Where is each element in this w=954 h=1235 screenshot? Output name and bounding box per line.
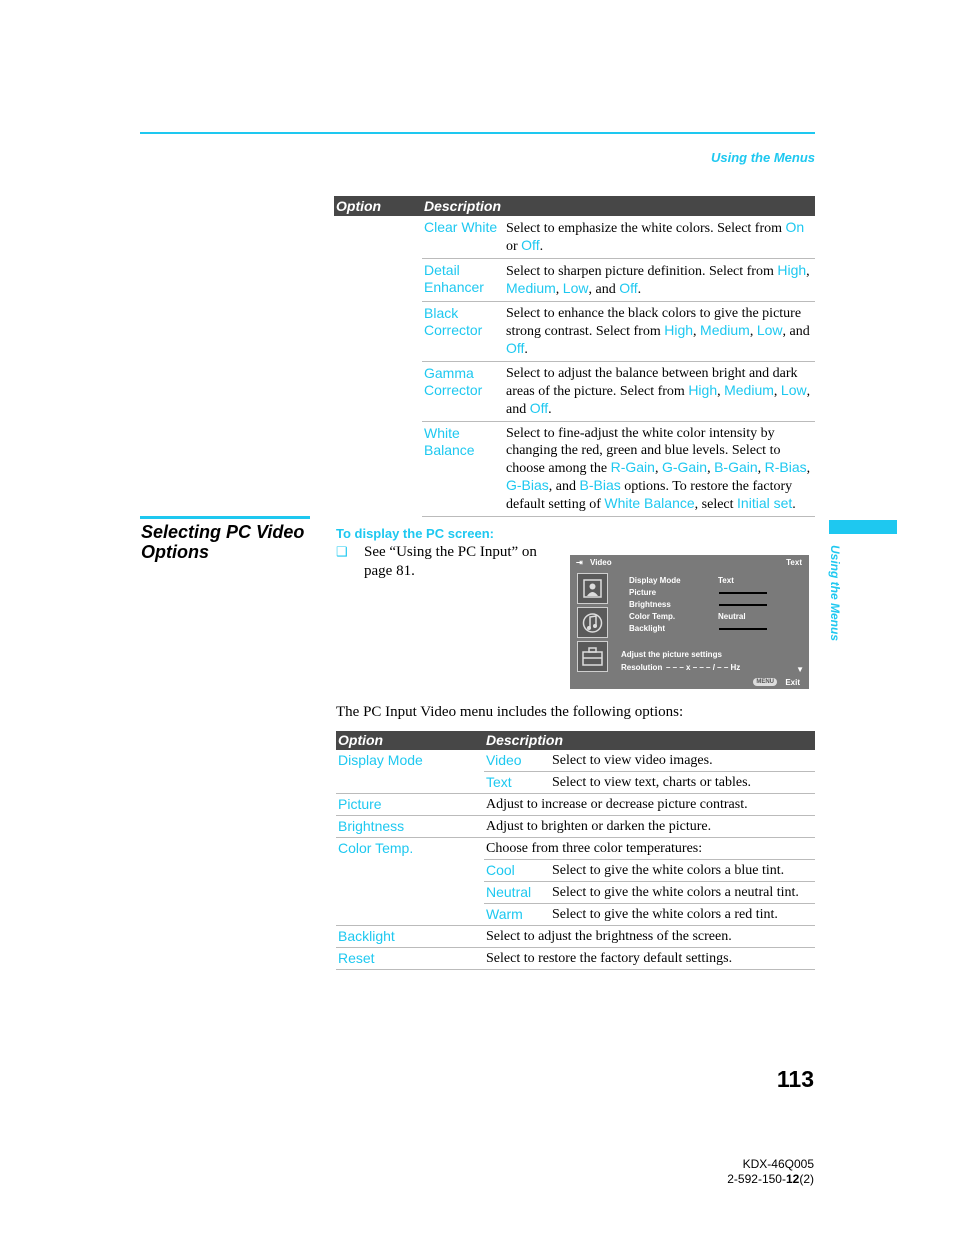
option-backlight: Backlight — [336, 926, 484, 948]
table-row — [334, 422, 815, 517]
option-name: Detail Enhancer — [422, 259, 504, 302]
page-number: 113 — [776, 1066, 814, 1092]
side-tab-bar — [829, 520, 897, 534]
osd-exit-label: Exit — [785, 678, 800, 687]
side-tab-label: Using the Menus — [828, 545, 842, 642]
option-desc: Adjust to brighten or darken the picture. — [484, 816, 815, 838]
menu-key-icon: MENU — [753, 678, 777, 686]
running-header: Using the Menus — [710, 150, 815, 165]
side-tab — [820, 545, 850, 655]
suboption-video: Video — [484, 750, 550, 772]
section-rule — [140, 516, 310, 519]
option-description: Select to emphasize the white colors. Select from On or Off. — [504, 216, 815, 259]
options-table-2 — [336, 731, 815, 970]
osd-menu-screenshot — [570, 555, 809, 689]
suboption-text: Text — [484, 772, 550, 794]
option-name: White Balance — [422, 422, 504, 517]
options-table-1 — [334, 196, 815, 517]
intro-text: The PC Input Video menu includes the following options: — [336, 704, 684, 720]
option-description: Select to fine-adjust the white color intensity by changing the red, green and blue levels. Select to choose among the R-Gain, G-Gain, B-Gain, R-Bias, G-Bias, and B-Bias options. To restore the factory default setting of White Balance, select Initial set. — [504, 422, 815, 517]
col-description-header: Description — [422, 196, 815, 216]
table-header — [334, 196, 815, 216]
brightness-slider — [719, 604, 767, 606]
table-row — [336, 860, 815, 882]
backlight-slider — [719, 628, 767, 630]
table-row — [336, 816, 815, 838]
option-description: Select to sharpen picture definition. Select from High, Medium, Low, and Off. — [504, 259, 815, 302]
option-desc: Choose from three color temperatures: — [484, 838, 815, 860]
top-rule — [140, 132, 815, 134]
setup-icon — [577, 641, 608, 672]
osd-display-mode-value: Text — [718, 576, 734, 585]
osd-color-temp-value: Neutral — [718, 612, 746, 621]
suboption-warm: Warm — [484, 904, 550, 926]
osd-resolution-label: Resolution — [621, 663, 663, 672]
osd-hint: Adjust the picture settings — [621, 650, 722, 659]
suboption-desc: Select to view video images. — [550, 750, 815, 772]
sound-icon — [577, 607, 608, 638]
option-picture: Picture — [336, 794, 484, 816]
table-row — [334, 216, 815, 259]
picture-slider — [719, 592, 767, 594]
osd-item-color-temp: Color Temp. — [629, 612, 676, 621]
osd-title: Video — [590, 558, 612, 567]
table-row — [336, 882, 815, 904]
suboption-neutral: Neutral — [484, 882, 550, 904]
table-row — [336, 772, 815, 794]
suboption-desc: Select to give the white colors a neutral tint. — [550, 882, 815, 904]
footer — [680, 1157, 814, 1187]
option-desc: Adjust to increase or decrease picture contrast. — [484, 794, 815, 816]
suboption-cool: Cool — [484, 860, 550, 882]
table-row — [336, 750, 815, 772]
table-row — [336, 794, 815, 816]
table-row — [334, 362, 815, 422]
option-desc: Select to adjust the brightness of the screen. — [484, 926, 815, 948]
table-header — [336, 731, 815, 750]
suboption-desc: Select to view text, charts or tables. — [550, 772, 815, 794]
osd-item-brightness: Brightness — [629, 600, 671, 609]
table-row — [336, 948, 815, 970]
option-description: Select to adjust the balance between bright and dark areas of the picture. Select from High, Medium, Low, and Off. — [504, 362, 815, 422]
col-option-header: Option — [334, 196, 422, 216]
document-code: 2-592-150-12(2) — [727, 1172, 814, 1186]
osd-item-display-mode: Display Mode — [629, 576, 681, 585]
model-number: KDX-46Q005 — [742, 1157, 814, 1171]
down-arrow-icon: ▼ — [796, 665, 804, 674]
option-name: Black Corrector — [422, 302, 504, 362]
table-row — [334, 302, 815, 362]
subheading: To display the PC screen: — [336, 526, 494, 541]
table-row — [334, 259, 815, 302]
col-option-header: Option — [336, 731, 484, 750]
option-reset: Reset — [336, 948, 484, 970]
input-icon: ⇥ — [576, 558, 583, 567]
section-title: Selecting PC Video Options — [141, 522, 305, 562]
osd-title-right: Text — [786, 558, 802, 567]
osd-resolution-value: – – – x – – – / – – Hz — [666, 663, 741, 672]
picture-icon — [577, 573, 608, 604]
osd-item-backlight: Backlight — [629, 624, 666, 633]
osd-item-picture: Picture — [629, 588, 657, 597]
option-display-mode: Display Mode — [338, 752, 423, 768]
option-description: Select to enhance the black colors to give the picture strong contrast. Select from High, Medium, Low, and Off. — [504, 302, 815, 362]
checkbox-bullet-icon: ❑ — [336, 544, 348, 559]
suboption-desc: Select to give the white colors a blue tint. — [550, 860, 815, 882]
option-color-temp: Color Temp. — [338, 840, 414, 856]
table-row — [336, 838, 815, 860]
option-name: Gamma Corrector — [422, 362, 504, 422]
option-name: Clear White — [422, 216, 504, 259]
table-row — [336, 904, 815, 926]
bullet-text: See “Using the PC Input” on page 81. — [364, 544, 537, 579]
col-description-header: Description — [484, 731, 815, 750]
suboption-desc: Select to give the white colors a red tint. — [550, 904, 815, 926]
option-brightness: Brightness — [336, 816, 484, 838]
option-desc: Select to restore the factory default settings. — [484, 948, 815, 970]
table-row — [336, 926, 815, 948]
